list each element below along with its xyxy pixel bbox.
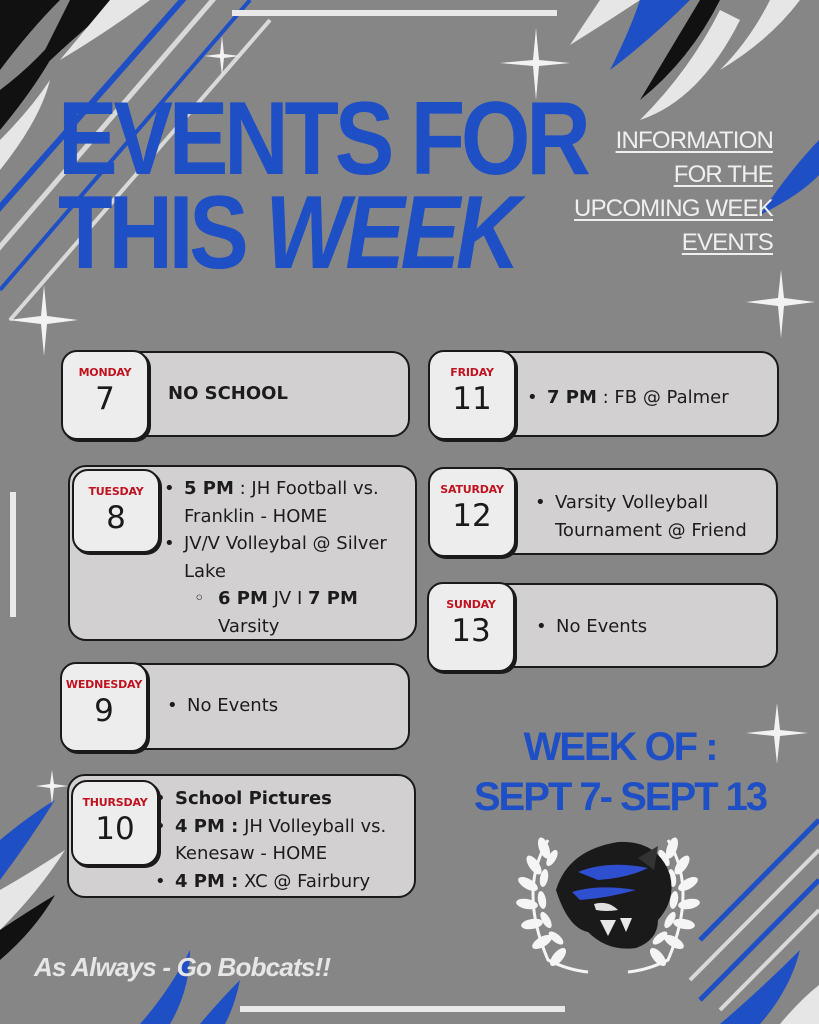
event-text: JH Volleyball vs. Kenesaw - HOME: [175, 815, 387, 864]
event-time: 7 PM: [308, 588, 358, 609]
day-name: SUNDAY: [446, 598, 496, 611]
date-badge-monday: [61, 350, 149, 440]
footer-slogan: As Always - Go Bobcats!!: [34, 952, 331, 982]
week-label: WEEK OF :: [523, 725, 717, 769]
event-text: JV/V Volleybal @ Silver Lake: [184, 533, 387, 582]
event-text: Varsity: [218, 615, 280, 637]
title-week: WEEK: [265, 175, 517, 291]
info-subtitle: [533, 124, 773, 260]
event-text: No Events: [556, 616, 648, 637]
list-item: [167, 692, 398, 720]
day-number: 9: [94, 693, 114, 729]
event-list: [155, 785, 404, 895]
event-text: Varsity Volleyball Tournament @ Friend: [555, 492, 747, 541]
event-time: 4 PM :: [175, 870, 239, 892]
info-line-1: INFORMATION: [615, 127, 773, 154]
event-text: NO SCHOOL: [168, 383, 288, 404]
event-text: : FB @ Palmer: [596, 387, 729, 408]
event-time: 4 PM :: [175, 815, 239, 837]
list-item: [536, 613, 766, 641]
event-time: 5 PM: [184, 478, 234, 499]
top-bar: [232, 10, 557, 16]
title-this: THIS: [58, 175, 266, 291]
date-badge-tuesday: [72, 469, 160, 553]
info-line-3: UPCOMING WEEK: [574, 195, 773, 222]
info-line-4: EVENTS: [681, 229, 773, 256]
event-text: JV I: [267, 588, 309, 609]
bobcat-laurel-logo: [508, 820, 708, 980]
list-item: [164, 585, 405, 640]
day-name: MONDAY: [78, 366, 132, 379]
date-badge-wednesday: [60, 662, 148, 752]
day-name: THURSDAY: [82, 796, 148, 809]
day-number: 8: [106, 500, 126, 536]
day-number: 12: [452, 498, 492, 534]
day-card-friday: [429, 351, 779, 437]
list-item: [155, 785, 404, 813]
list-item: [527, 384, 767, 412]
list-item: [164, 530, 405, 585]
list-item: [155, 813, 404, 868]
day-number: 10: [95, 811, 135, 847]
week-dates: SEPT 7- SEPT 13: [473, 775, 767, 819]
event-time: 7 PM: [547, 387, 597, 408]
day-name: WEDNESDAY: [65, 678, 143, 691]
event-text: No Events: [187, 695, 279, 716]
diagonal-stripes-bottom-right: [690, 820, 819, 1010]
day-card-monday: [62, 351, 410, 437]
day-number: 11: [452, 381, 492, 417]
day-card-thursday: [67, 774, 416, 898]
week-range: [430, 722, 810, 822]
info-line-2: FOR THE: [673, 161, 773, 188]
page-title: [58, 81, 587, 291]
title-line-2: [58, 175, 586, 291]
list-item: [535, 489, 766, 544]
event-list: [535, 489, 766, 544]
event-list: [167, 692, 398, 720]
day-name: TUESDAY: [88, 485, 144, 498]
date-badge-thursday: [71, 780, 159, 866]
event-text: School Pictures: [175, 788, 332, 809]
event-list: [164, 475, 405, 640]
day-card-sunday: [428, 583, 778, 668]
event-time: 6 PM: [218, 588, 268, 609]
day-name: SATURDAY: [440, 483, 504, 496]
event-text: : JH Football vs. Franklin - HOME: [184, 478, 379, 527]
day-number: 13: [451, 613, 491, 649]
day-name: FRIDAY: [450, 366, 494, 379]
bottom-bar: [240, 1006, 565, 1012]
date-badge-sunday: [427, 582, 515, 672]
left-bar: [10, 492, 16, 617]
date-badge-friday: [428, 350, 516, 440]
day-number: 7: [95, 381, 115, 417]
event-list: [536, 613, 766, 641]
day-card-wednesday: [61, 663, 410, 750]
title-line-1: EVENTS FOR: [58, 81, 587, 197]
list-item: [155, 868, 404, 896]
day-card-tuesday: [68, 465, 417, 641]
date-badge-saturday: [428, 467, 516, 557]
bobcat-head-icon: [556, 842, 672, 949]
event-text: XC @ Fairbury: [238, 870, 371, 892]
list-item: [164, 475, 405, 530]
day-card-saturday: [429, 468, 778, 555]
event-list: [527, 384, 767, 412]
